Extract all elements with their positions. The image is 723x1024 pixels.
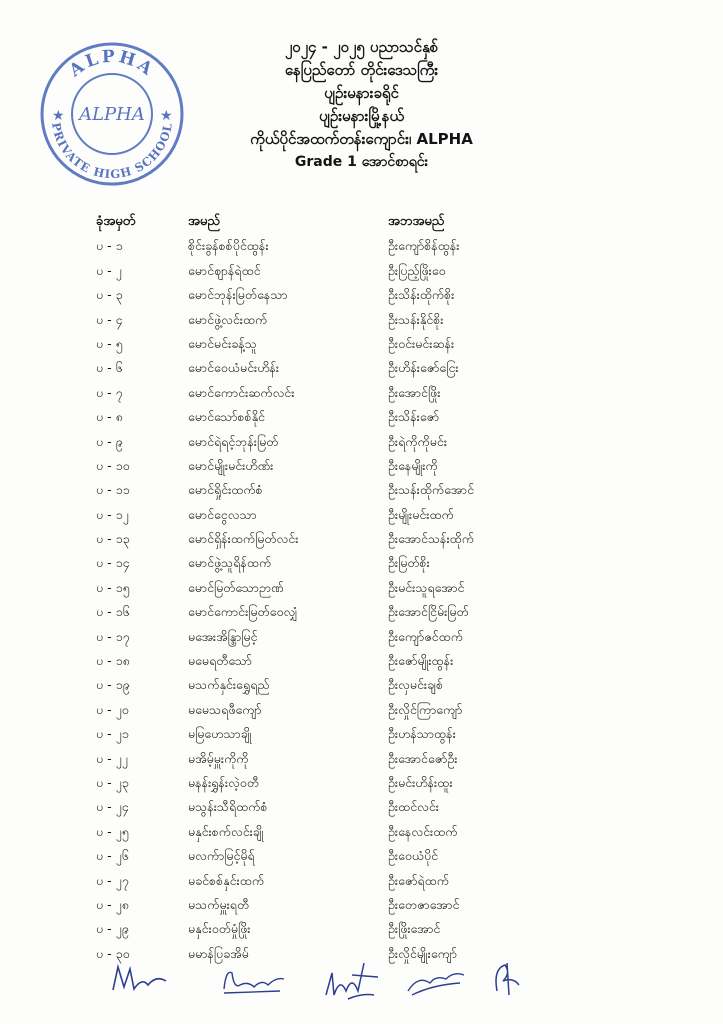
cell-name: မအိမ့်မှူးကိုကို	[188, 750, 249, 766]
cell-name: မခင်စစ်နှင်းထက်	[188, 872, 265, 888]
table-row	[96, 771, 656, 795]
cell-name: မောင်မျိုးမင်းဟိဏ်း	[188, 457, 274, 473]
stamp-bottom-text: PRIVATE HIGH SCHOOL	[49, 121, 175, 182]
stamp-center-text: ALPHA	[79, 104, 145, 125]
table-row	[96, 649, 656, 673]
cell-father: ဦးဝင်းမင်းဆန်း	[388, 335, 455, 351]
cell-father: ဦးဇော်မျိုးထွန်း	[388, 653, 454, 669]
stamp-top-text: ALPHA	[65, 46, 159, 81]
cell-roll: ပ - ၂၈	[96, 896, 129, 912]
cell-roll: ပ - ၁၅	[96, 579, 130, 595]
signatures	[90, 955, 650, 1010]
cell-father: ဦးဇော်ရဲထက်	[388, 872, 449, 888]
cell-roll: ပ - ၁၈	[96, 653, 130, 669]
header-name: အမည်	[188, 214, 220, 229]
stamp-star-left: ★	[52, 108, 65, 124]
table-row	[96, 551, 656, 575]
table-row	[96, 844, 656, 868]
cell-father: ဦးအောင်ဖြိုး	[388, 384, 441, 400]
cell-roll: ပ - ၃၀	[96, 945, 130, 961]
table-row	[96, 478, 656, 502]
cell-roll: ပ - ၂၃	[96, 774, 129, 790]
cell-father: ဦးလှိုင်မျိုးကျော်	[388, 945, 457, 961]
cell-roll: ပ - ၉	[96, 433, 123, 449]
cell-father: ဦးဟိန်းဇော်ငြေး	[388, 360, 459, 376]
cell-father: ဦးထင်လင်း	[388, 799, 439, 815]
signature-4	[402, 955, 477, 1005]
cell-roll: ပ - ၁၉	[96, 677, 130, 693]
academic-year: ၂၀၂၄ - ၂၀၂၅ ပညာသင်နှစ်	[284, 38, 439, 56]
table-row	[96, 405, 656, 429]
cell-roll: ပ - ၃	[96, 287, 123, 303]
signature-1	[108, 955, 178, 1005]
signature-3	[318, 955, 388, 1010]
table-row	[96, 698, 656, 722]
cell-roll: ပ - ၄	[96, 311, 123, 327]
table-row	[96, 259, 656, 283]
cell-father: ဦးအောင်သန်းထိုက်	[388, 531, 474, 547]
table-row	[96, 308, 656, 332]
cell-name: မောင်ရဲရင့်ဘုန်းမြတ်	[188, 433, 279, 449]
table-row	[96, 356, 656, 380]
cell-father: ဦးလှိုင်ကြာကျော်	[388, 701, 463, 717]
cell-name: မောင်ငွေလသာ	[188, 506, 257, 522]
cell-roll: ပ - ၁၁	[96, 482, 130, 498]
cell-name: မသွန်းသီရိထက်စံ	[188, 799, 268, 815]
cell-name: မသက်နှင်းရွှေရည်	[188, 677, 270, 693]
table-row	[96, 503, 656, 527]
table-row	[96, 747, 656, 771]
table-row	[96, 673, 656, 697]
cell-father: ဦးမင်းသူရအောင်	[388, 579, 465, 595]
signature-2	[218, 955, 293, 1005]
cell-father: ဦးမျိုးမင်းထက်	[388, 506, 454, 522]
cell-roll: ပ - ၆	[96, 360, 123, 376]
cell-name: မောင်ကောင်းမြတ်ဝေလျှံ	[188, 604, 298, 620]
cell-father: ဦးမြတ်စိုး	[388, 555, 430, 571]
cell-name: မမြဟေသာချို	[188, 726, 252, 742]
cell-name: မောင်ဝေယံမင်းဟိန်း	[188, 360, 280, 376]
cell-roll: ပ - ၂၇	[96, 872, 129, 888]
table-row	[96, 527, 656, 551]
cell-roll: ပ - ၁	[96, 238, 123, 254]
cell-father: ဦးနေလင်းထက်	[388, 823, 458, 839]
cell-father: ဦးသန်းနိုင်စိုး	[388, 311, 444, 327]
cell-father: ဦးကျော်ဇင်ထက်	[388, 628, 463, 644]
region-title: နေပြည်တော် တိုင်းဒေသကြီး	[284, 61, 439, 79]
grade-title: Grade 1 အောင်စာရင်း	[294, 154, 429, 170]
cell-father: ဦးတေဇာအောင်	[388, 896, 460, 912]
cell-roll: ပ - ၈	[96, 409, 123, 425]
header-roll: ခုံအမှတ်	[96, 214, 136, 229]
cell-father: ဦးနေမျိုးကို	[388, 457, 438, 473]
cell-name: မလက်ာမြင့်မိုရ်	[188, 848, 255, 864]
cell-roll: ပ - ၂၂	[96, 750, 128, 766]
table-row	[96, 869, 656, 893]
table-body	[96, 234, 656, 966]
school-title: ကိုယ်ပိုင်အထက်တန်းကျောင်း၊ ALPHA	[250, 130, 473, 148]
table-row	[96, 381, 656, 405]
cell-name: မမေသရဖီကျော်	[188, 701, 262, 717]
cell-roll: ပ - ၁၇	[96, 628, 130, 644]
document-header	[0, 36, 723, 174]
table-row	[96, 625, 656, 649]
cell-name: မောင်မင်းခန့်သူ	[188, 335, 257, 351]
stamp-star-right: ★	[160, 108, 173, 124]
table-row	[96, 234, 656, 258]
cell-roll: ပ - ၁၂	[96, 506, 129, 522]
cell-father: ဦးအောင်ငြိမ်းမြတ်	[388, 604, 469, 620]
cell-roll: ပ - ၂၉	[96, 921, 129, 937]
cell-father: ဦးဖြိုးအောင်	[388, 921, 441, 937]
township-title: ပျဉ်းမနားမြို့နယ်	[318, 107, 405, 125]
cell-name: မနန်းရွှန်းလဲ့ဝတီ	[188, 774, 259, 790]
cell-name: မောင်ဖွဲ့လင်းထက်	[188, 311, 268, 327]
cell-name: မအေးအိန္ဒြာမြင့်	[188, 628, 258, 644]
cell-father: ဦးရဲကိုကိုမင်း	[388, 433, 447, 449]
cell-roll: ပ - ၁၆	[96, 604, 130, 620]
cell-father: ဦးသိန်းထိုက်စိုး	[388, 287, 455, 303]
header-father: အဘအမည်	[388, 214, 445, 229]
signature-5	[485, 955, 535, 1005]
cell-name: မသက်မှူးရတီ	[188, 896, 250, 912]
cell-roll: ပ - ၁၀	[96, 457, 130, 473]
district-title: ပျဉ်းမနားခရိုင်	[324, 84, 399, 102]
table-row	[96, 795, 656, 819]
cell-name: မောင်မြတ်သောဉာဏ်	[188, 579, 284, 595]
cell-name: စိုင်းခွန်စစ်ပိုင်ထွန်း	[188, 238, 269, 254]
cell-name: မောင်ဖွဲ့သူရိန်ထက်	[188, 555, 272, 571]
cell-name: မနှင်းဝတ်မှုံဖြိုး	[188, 921, 251, 937]
table-row	[96, 893, 656, 917]
cell-roll: ပ - ၂၀	[96, 701, 129, 717]
cell-father: ဦးလှမင်းချစ်	[388, 677, 444, 693]
cell-father: ဦးအောင်ဇော်ဦး	[388, 750, 458, 766]
cell-roll: ပ - ၂၆	[96, 848, 129, 864]
cell-roll: ပ - ၁၄	[96, 555, 130, 571]
cell-name: မောင်သော်စစ်နိုင်	[188, 409, 265, 425]
table-row	[96, 600, 656, 624]
table-row	[96, 917, 656, 941]
table-row	[96, 722, 656, 746]
cell-roll: ပ - ၇	[96, 384, 123, 400]
table-row	[96, 430, 656, 454]
cell-name: မောင်ဘုန်းမြတ်နေသာ	[188, 287, 288, 303]
cell-roll: ပ - ၂	[96, 262, 122, 278]
cell-name: မောင်ကောင်းဆက်လင်း	[188, 384, 295, 400]
results-table	[96, 210, 656, 966]
cell-father: ဦးဝေယံပိုင်	[388, 848, 439, 864]
cell-roll: ပ - ၂၄	[96, 799, 129, 815]
table-row	[96, 283, 656, 307]
cell-name: မမေရတီသော်	[188, 653, 252, 669]
cell-father: ဦးကျော်စိန်ထွန်း	[388, 238, 460, 254]
cell-name: မနှင်းစက်လင်းချို	[188, 823, 264, 839]
cell-father: ဦးမင်းဟိန်းထူး	[388, 774, 453, 790]
cell-name: မောင်ဈာန်ရဲထင်	[188, 262, 261, 278]
cell-roll: ပ - ၂၁	[96, 726, 129, 742]
cell-name: မောင်ရှိုင်းထက်စံ	[188, 482, 263, 498]
cell-roll: ပ - ၁၃	[96, 531, 130, 547]
cell-name: မောင်ရှိန်းထက်မြတ်လင်း	[188, 531, 299, 547]
table-row	[96, 576, 656, 600]
cell-father: ဦးပြည့်ဖြိုးဝေ	[388, 262, 446, 278]
cell-father: ဦးသိန်းဇော်	[388, 409, 440, 425]
table-header	[96, 210, 656, 234]
cell-father: ဦးသန်းထိုက်အောင်	[388, 482, 474, 498]
cell-name: မမာန်ပြခအိမ်	[188, 945, 249, 961]
cell-roll: ပ - ၅	[96, 335, 123, 351]
cell-father: ဦးဟန်သာထွန်း	[388, 726, 456, 742]
table-row	[96, 332, 656, 356]
table-row	[96, 820, 656, 844]
table-row	[96, 454, 656, 478]
cell-roll: ပ - ၂၅	[96, 823, 129, 839]
